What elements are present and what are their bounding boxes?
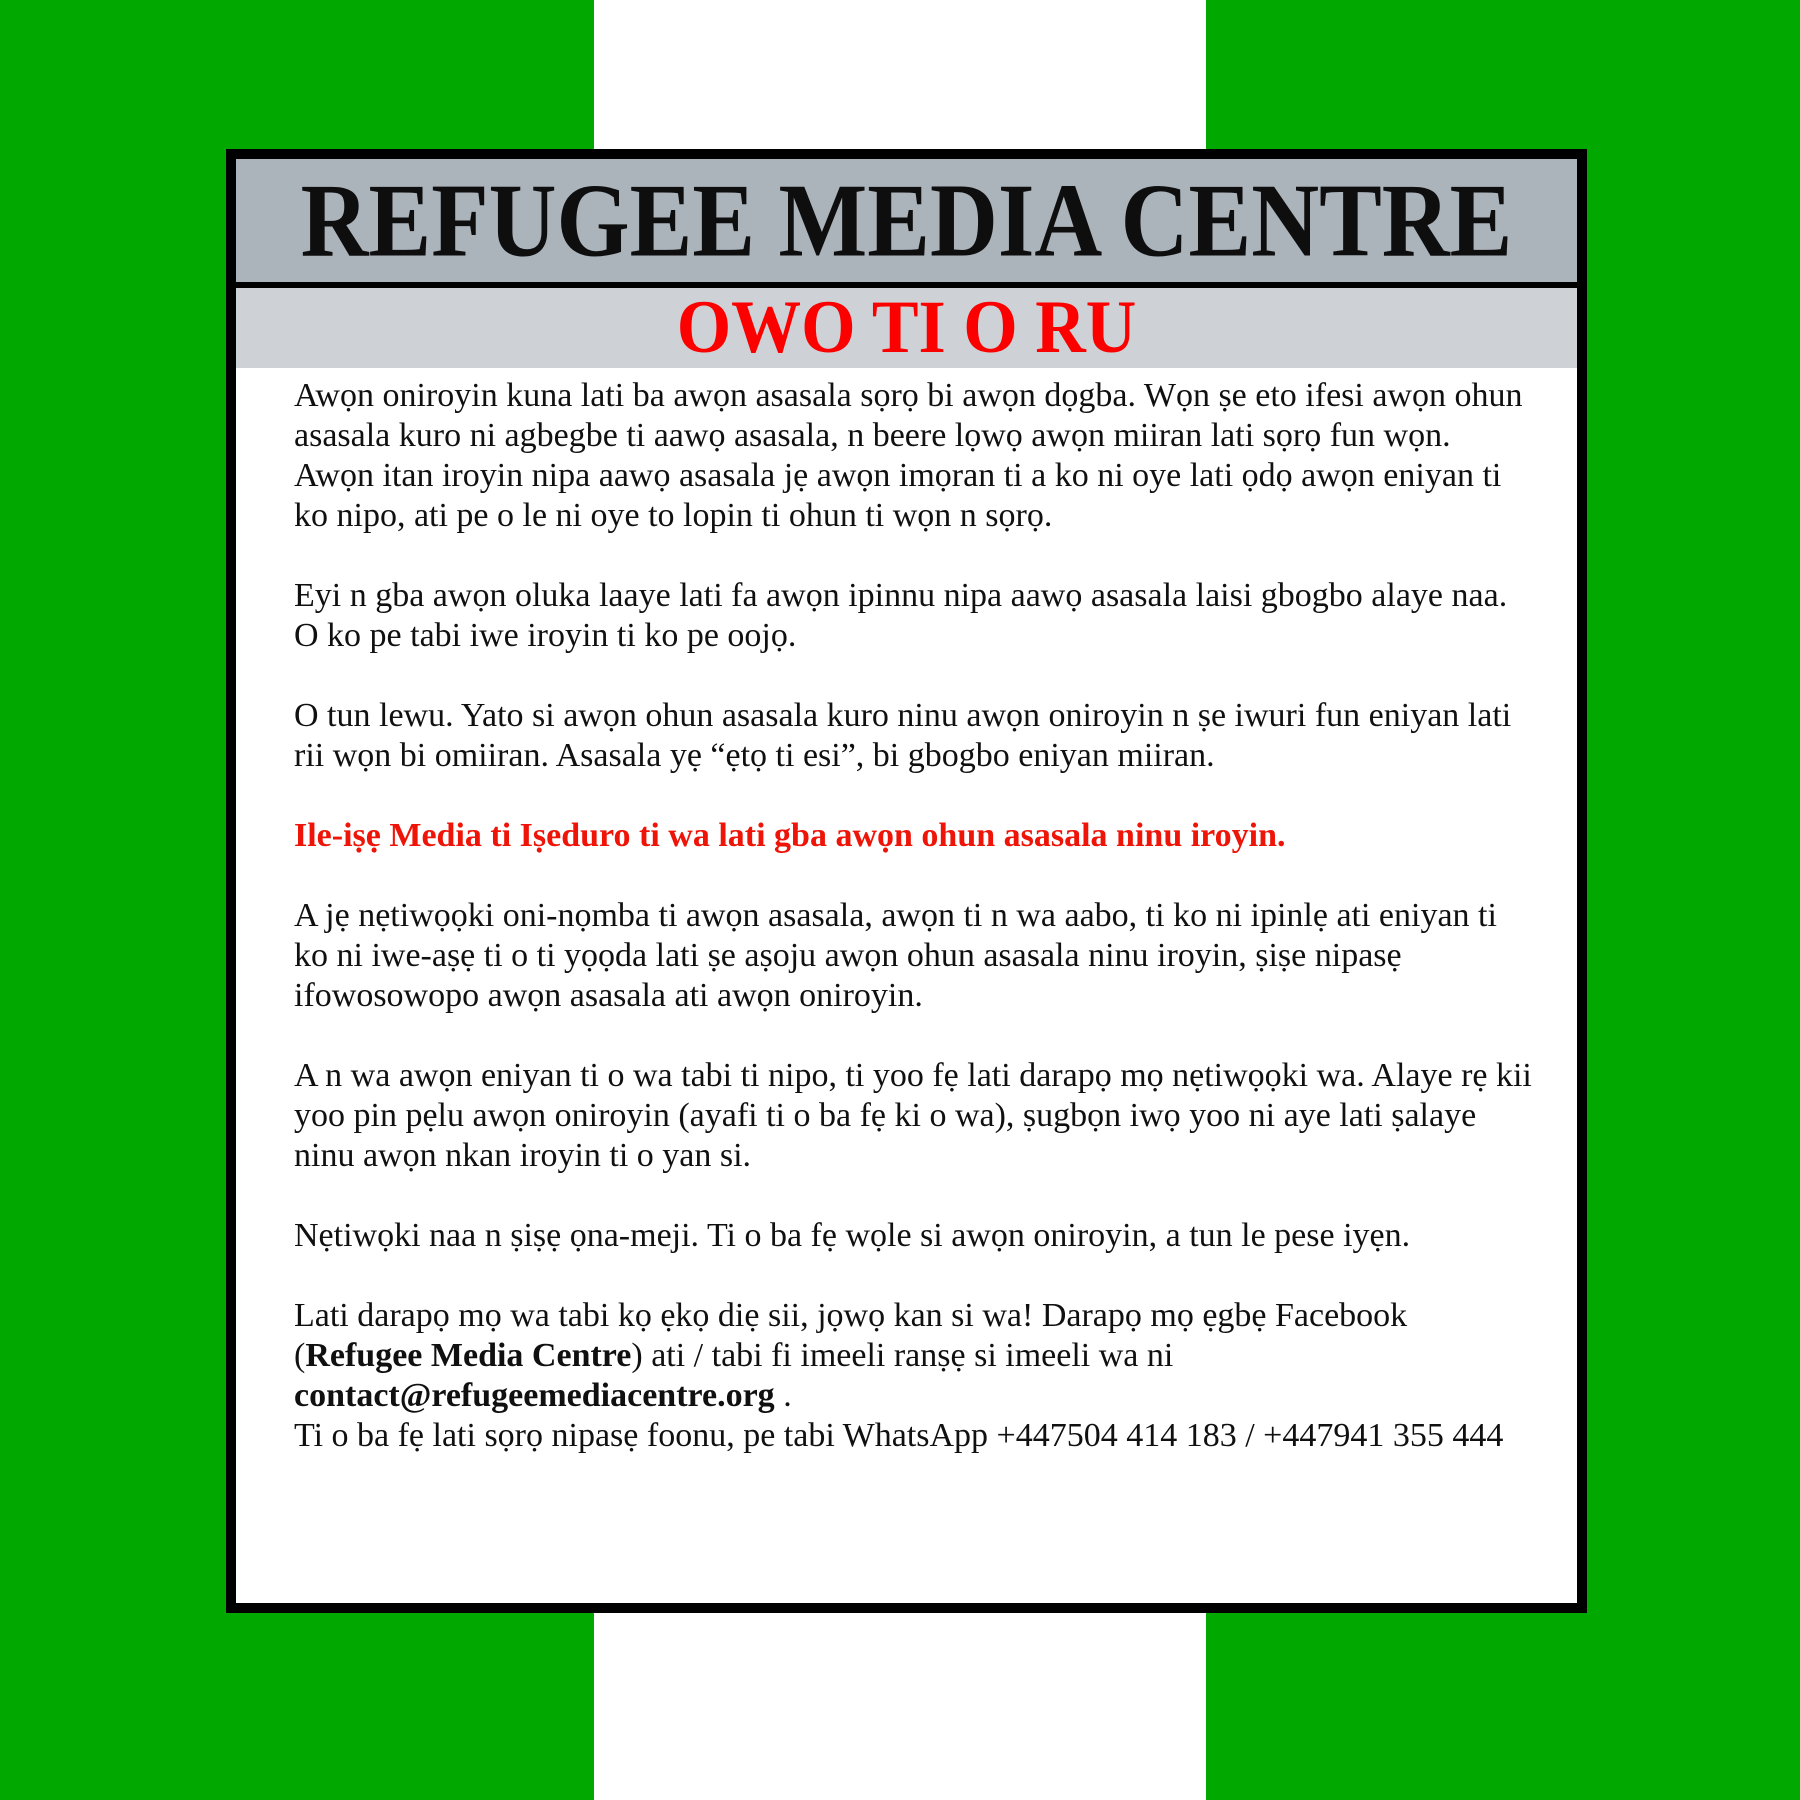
paragraph-network-description: A jẹ nẹtiwọọki oni-nọmba ti awọn asasala, awọn ti n wa aabo, ti ko ni ipinlẹ ati eniyan ti ko ni iwe-aṣẹ ti o ti yọọda lati ṣe aṣoju awọn ohun asasala ninu iroyin, ṣiṣe nipasẹ ifowosowopo awọn asasala ati awọn oniroyin. — [294, 897, 1497, 1014]
paragraph-also-dangerous: O tun lewu. Yato si awọn ohun asasala kuro ninu awọn oniroyin n ṣe iwuri fun eniyan lati rii wọn bi omiiran. Asasala yẹ “ẹtọ ti esi”, bi gbogbo eniyan miiran. — [294, 697, 1512, 774]
contact-email: contact@refugeemediacentre.org — [294, 1377, 775, 1414]
paragraph-news-stories: Awọn itan iroyin nipa aawọ asasala jẹ awọn imọran ti a ko ni oye lati ọdọ awọn eniyan ti ko nipo, ati pe o le ni oye to lopin ti ohun ti wọn n sọrọ. — [294, 457, 1502, 534]
contact-paragraph — [294, 1296, 1533, 1456]
poster-header-bar — [236, 159, 1577, 282]
poster-box — [226, 149, 1587, 1613]
facebook-group-name: Refugee Media Centre — [305, 1337, 632, 1374]
contact-phone-text: Ti o ba fẹ lati sọrọ nipasẹ foonu, pe tabi WhatsApp +447504 414 183 / +447941 355 444 — [294, 1417, 1504, 1454]
highlight-heading: Ile-iṣẹ Media ti Iṣeduro ti wa lati gba awọn ohun asasala ninu iroyin. — [294, 817, 1286, 854]
paragraph-journalists-fail: Awọn oniroyin kuna lati ba awọn asasala sọrọ bi awọn dọgba. Wọn ṣe eto ifesi awọn ohun asasala kuro ni agbegbe ti aawọ asasala, n beere lọwọ awọn miiran lati sọrọ fun wọn. — [294, 377, 1523, 454]
contact-period-text: . — [774, 1377, 792, 1414]
paragraph-readers-conclusions: Eyi n gba awọn oluka laaye lati fa awọn ipinnu nipa aawọ asasala laisi gbogbo alaye naa. O ko pe tabi iwe iroyin ti ko pe oojọ. — [294, 577, 1508, 654]
subtitle-bar — [236, 285, 1577, 370]
poster-body — [236, 368, 1577, 1603]
paragraph-two-way-network: Nẹtiwọki naa n ṣiṣẹ ọna-meji. Ti o ba fẹ wọle si awọn oniroyin, a tun le pese iyẹn. — [294, 1217, 1411, 1254]
poster-subtitle: OWO TI O RU — [676, 285, 1137, 370]
contact-middle-text: ) ati / tabi fi imeeli ranṣẹ si imeeli wa ni — [631, 1337, 1174, 1374]
paragraph-looking-for-people: A n wa awọn eniyan ti o wa tabi ti nipo, ti yoo fẹ lati darapọ mọ nẹtiwọọki wa. Alaye rẹ kii yoo pin pẹlu awọn oniroyin (ayafi ti o ba fẹ ki o wa), ṣugbọn iwọ yoo ni aye lati ṣalaye ninu awọn nkan iroyin ti o yan si. — [294, 1057, 1532, 1174]
poster-title: REFUGEE MEDIA CENTRE — [300, 162, 1513, 279]
contact-intro-text: Lati darapọ mọ wa tabi kọ ẹkọ diẹ sii, jọwọ kan si wa! Darapọ mọ ẹgbẹ Facebook ( — [294, 1297, 1408, 1374]
